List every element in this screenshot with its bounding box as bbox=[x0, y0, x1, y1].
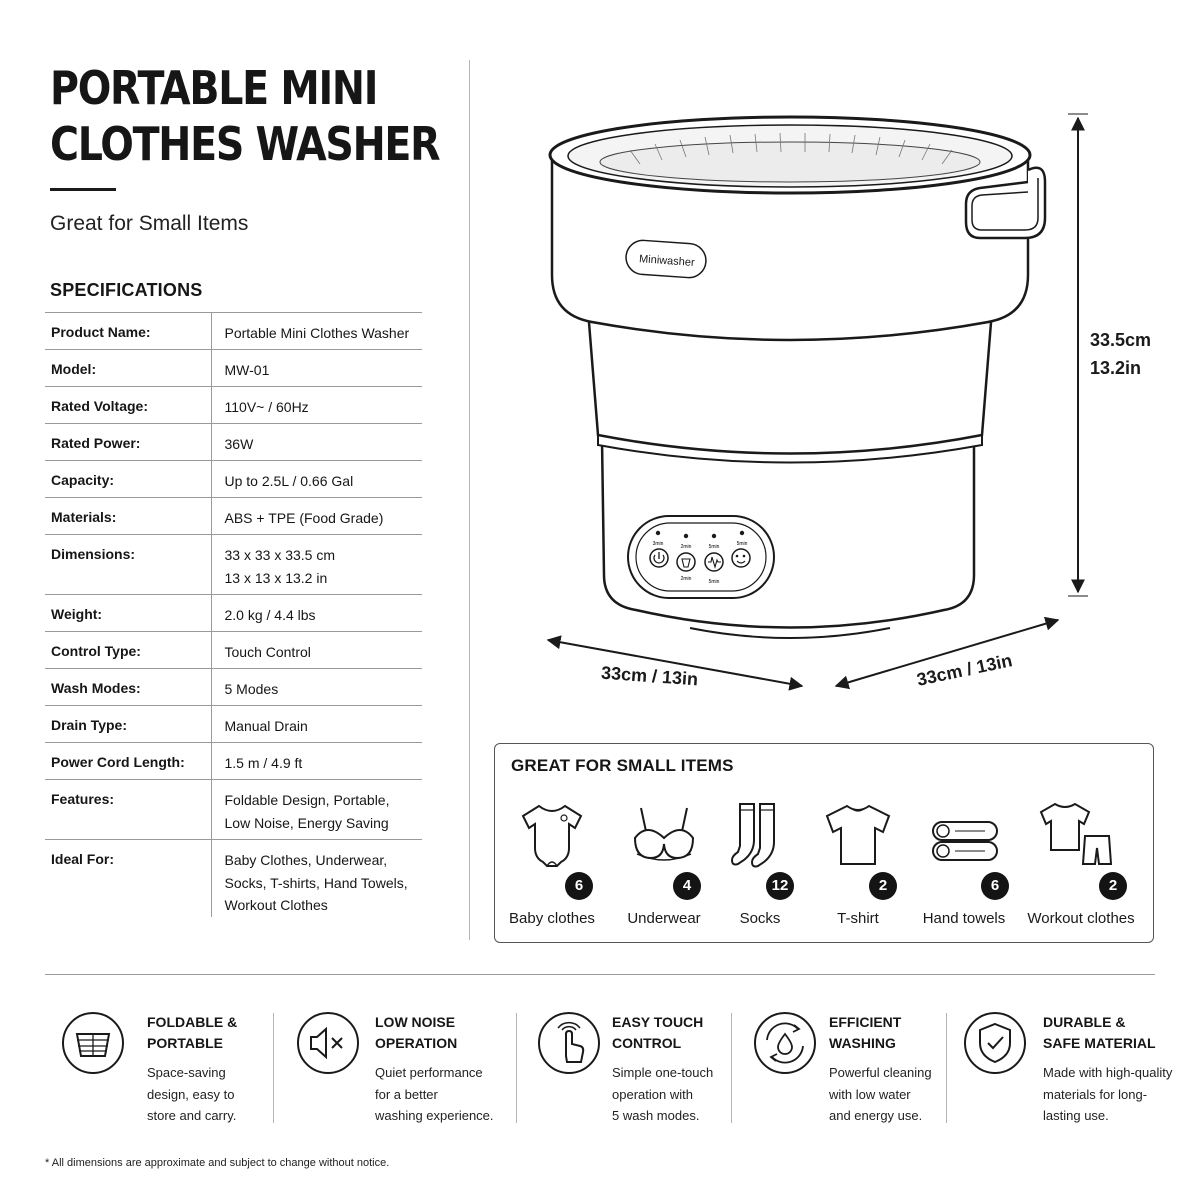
item-label: Baby clothes bbox=[509, 910, 595, 927]
feature-description: Quiet performance for a better washing experience. bbox=[375, 1065, 494, 1123]
item-label: Socks bbox=[739, 910, 781, 927]
control-label-4: 5min bbox=[736, 541, 748, 547]
feature-description: Space-saving design, easy to store and carry. bbox=[147, 1065, 237, 1123]
item-label: Workout clothes bbox=[1027, 910, 1135, 927]
item-label: Underwear bbox=[627, 910, 701, 927]
feature-divider bbox=[516, 1013, 517, 1123]
horizontal-divider bbox=[45, 974, 1155, 975]
control-label-1: 3min bbox=[652, 541, 664, 547]
spec-row bbox=[45, 350, 422, 387]
shield-check-icon bbox=[962, 1010, 1028, 1076]
specifications-table bbox=[45, 312, 422, 917]
tshirt-icon bbox=[823, 800, 893, 870]
spec-value-line: Workout Clothes bbox=[224, 897, 328, 913]
spec-value bbox=[211, 350, 422, 387]
feature-description: Powerful cleaning with low water and energy use. bbox=[829, 1065, 932, 1123]
control-label-3: 5min bbox=[708, 544, 720, 550]
spec-row bbox=[45, 387, 422, 424]
control-panel bbox=[628, 516, 774, 598]
spec-value bbox=[211, 595, 422, 632]
spec-value bbox=[211, 387, 422, 424]
control-label-5: 2min bbox=[680, 576, 692, 582]
spec-value bbox=[211, 706, 422, 743]
spec-label: Dimensions: bbox=[45, 535, 211, 595]
item-count-badge: 6 bbox=[565, 872, 593, 900]
feature-title: EASY TOUCH CONTROL bbox=[612, 1014, 704, 1051]
spec-value bbox=[211, 424, 422, 461]
spec-label: Ideal For: bbox=[45, 840, 211, 917]
mode-button-icon bbox=[677, 553, 695, 571]
spec-label: Control Type: bbox=[45, 632, 211, 669]
item-workout-clothes bbox=[1027, 800, 1159, 940]
spec-row bbox=[45, 780, 422, 840]
spec-value-line: MW-01 bbox=[224, 362, 270, 378]
spec-value-line: Portable Mini Clothes Washer bbox=[224, 325, 410, 341]
spec-value-line: 5 Modes bbox=[224, 681, 279, 697]
spec-row bbox=[45, 632, 422, 669]
spec-row bbox=[45, 595, 422, 632]
spec-value-line: ABS + TPE (Food Grade) bbox=[224, 510, 384, 526]
spec-value-line: 36W bbox=[224, 436, 254, 452]
spec-row bbox=[45, 461, 422, 498]
width-front-label: 33cm / 13in bbox=[600, 662, 699, 690]
baby-onesie-icon bbox=[517, 800, 587, 870]
spec-label: Materials: bbox=[45, 498, 211, 535]
spec-label: Capacity: bbox=[45, 461, 211, 498]
spec-label: Product Name: bbox=[45, 313, 211, 350]
feature-foldable bbox=[60, 1010, 270, 1140]
spec-value-line: 1.5 m / 4.9 ft bbox=[224, 755, 303, 771]
height-dimension-label bbox=[1090, 326, 1151, 382]
feature-efficient-washing bbox=[752, 1010, 942, 1140]
vertical-divider bbox=[469, 60, 470, 940]
foldable-basket-icon bbox=[60, 1010, 126, 1076]
control-label-6: 5min bbox=[708, 579, 720, 585]
item-count-badge: 6 bbox=[981, 872, 1009, 900]
spec-label: Rated Power: bbox=[45, 424, 211, 461]
item-label: T-shirt bbox=[837, 910, 879, 927]
item-count-badge: 4 bbox=[673, 872, 701, 900]
spec-value-line: 13 x 13 x 13.2 in bbox=[224, 569, 328, 586]
specifications-heading: SPECIFICATIONS bbox=[50, 280, 203, 300]
towels-icon bbox=[929, 800, 1001, 870]
spec-value-line: Manual Drain bbox=[224, 718, 308, 734]
small-items-heading: GREAT FOR SMALL ITEMS bbox=[511, 756, 734, 775]
spec-value-line: Touch Control bbox=[224, 644, 311, 660]
item-count-badge: 2 bbox=[1099, 872, 1127, 900]
spec-value bbox=[211, 461, 422, 498]
socks-icon bbox=[730, 800, 790, 870]
spec-label: Drain Type: bbox=[45, 706, 211, 743]
control-label-2: 2min bbox=[680, 544, 692, 550]
title-underline bbox=[50, 188, 116, 191]
feature-title: FOLDABLE & PORTABLE bbox=[147, 1014, 238, 1051]
spec-value-line: Low Noise, Energy Saving bbox=[224, 814, 389, 831]
spec-value bbox=[211, 780, 422, 840]
feature-description: Made with high-quality materials for long- lasting use. bbox=[1043, 1065, 1173, 1123]
feature-divider bbox=[731, 1013, 732, 1123]
feature-title: EFFICIENT WASHING bbox=[829, 1014, 902, 1051]
page-title bbox=[50, 60, 440, 172]
feature-touch-control bbox=[536, 1010, 726, 1140]
spec-row bbox=[45, 313, 422, 350]
spec-label: Model: bbox=[45, 350, 211, 387]
subtitle: Great for Small Items bbox=[50, 212, 249, 235]
mute-speaker-icon bbox=[295, 1010, 361, 1076]
spec-value bbox=[211, 632, 422, 669]
spec-row bbox=[45, 424, 422, 461]
footnote: * All dimensions are approximate and subject to change without notice. bbox=[45, 1157, 390, 1169]
feature-title: LOW NOISE OPERATION bbox=[375, 1014, 458, 1051]
item-count-badge: 2 bbox=[869, 872, 897, 900]
feature-durable bbox=[962, 1010, 1187, 1140]
spec-value-line: 33 x 33 x 33.5 cm bbox=[224, 547, 336, 563]
width-side-label: 33cm / 13in bbox=[914, 650, 1014, 690]
feature-description: Simple one-touch operation with 5 wash modes. bbox=[612, 1065, 714, 1123]
brand-label: Miniwasher bbox=[638, 253, 696, 269]
spec-value-line: 2.0 kg / 4.4 lbs bbox=[224, 607, 316, 623]
spec-row bbox=[45, 498, 422, 535]
spec-row bbox=[45, 669, 422, 706]
spec-value bbox=[211, 669, 422, 706]
title-line-1: PORTABLE MINI bbox=[50, 61, 378, 115]
feature-divider bbox=[946, 1013, 947, 1123]
washer-illustration bbox=[540, 100, 1100, 710]
water-drop-cycle-icon bbox=[752, 1010, 818, 1076]
title-line-2: CLOTHES WASHER bbox=[50, 117, 440, 171]
spec-label: Features: bbox=[45, 780, 211, 840]
feature-low-noise bbox=[295, 1010, 505, 1140]
start-button-icon bbox=[732, 549, 750, 567]
workout-clothes-icon bbox=[1039, 800, 1119, 870]
spec-value bbox=[211, 313, 422, 350]
item-label: Hand towels bbox=[922, 910, 1006, 927]
spec-value-line: Up to 2.5L / 0.66 Gal bbox=[224, 473, 354, 489]
spec-value-line: Socks, T-shirts, Hand Towels, bbox=[224, 874, 408, 891]
spec-value bbox=[211, 498, 422, 535]
spec-value bbox=[211, 840, 422, 917]
height-cm: 33.5cm bbox=[1090, 330, 1152, 350]
spec-label: Power Cord Length: bbox=[45, 743, 211, 780]
feature-divider bbox=[273, 1013, 274, 1123]
spec-label: Rated Voltage: bbox=[45, 387, 211, 424]
item-count-badge: 12 bbox=[766, 872, 794, 900]
spec-row bbox=[45, 743, 422, 780]
spec-value-line: Foldable Design, Portable, bbox=[224, 792, 390, 808]
spec-label: Wash Modes: bbox=[45, 669, 211, 706]
spec-value bbox=[211, 535, 422, 595]
height-in: 13.2in bbox=[1090, 358, 1142, 378]
touch-finger-icon bbox=[536, 1010, 602, 1076]
spec-row bbox=[45, 706, 422, 743]
spec-row bbox=[45, 840, 422, 917]
spec-row bbox=[45, 535, 422, 595]
spec-value-line: 110V~ / 60Hz bbox=[224, 399, 309, 415]
bra-icon bbox=[629, 800, 699, 870]
small-items-panel bbox=[494, 743, 1154, 943]
spec-value-line: Baby Clothes, Underwear, bbox=[224, 852, 388, 868]
feature-title: DURABLE & SAFE MATERIAL bbox=[1043, 1014, 1156, 1051]
spec-label: Weight: bbox=[45, 595, 211, 632]
spec-value bbox=[211, 743, 422, 780]
